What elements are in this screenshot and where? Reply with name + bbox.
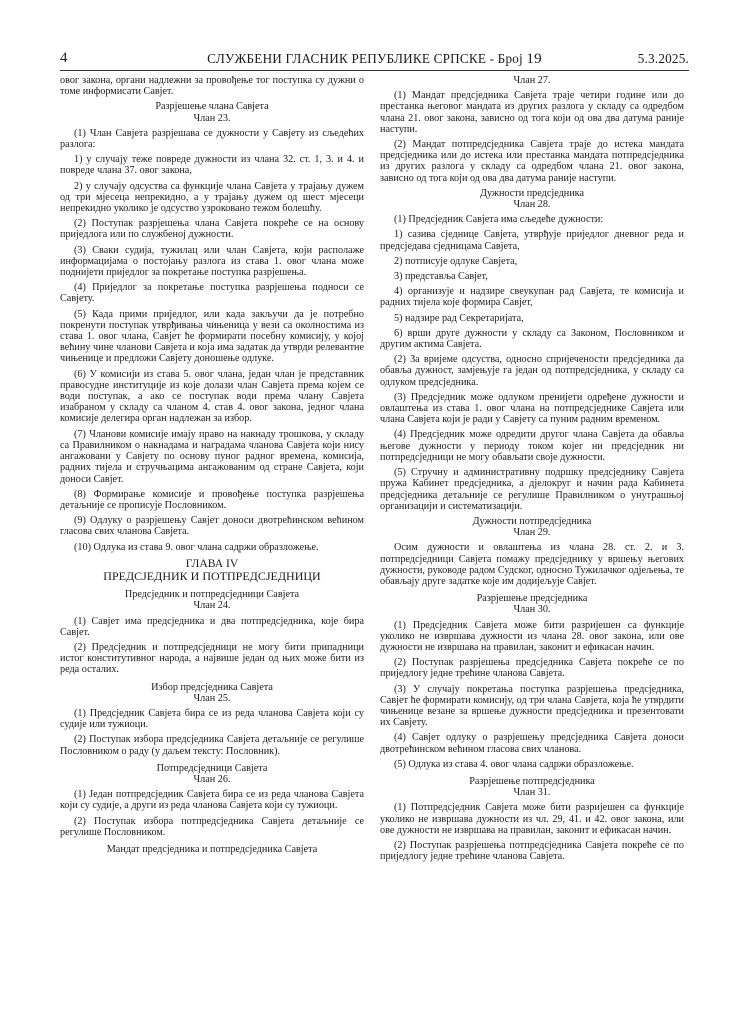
paragraph: (1) Мандат предсједника Савјета траје четири године или до престанка његовог мандата из других разлога у складу са одредбом члана 21. овог закона, зависно од тога који од ова два датума раније наступи.	[380, 90, 684, 135]
paragraph: (4) Предсједник може одредити другог члана Савјета да обавља његове дужности у периоду током којег ни предсједник ни потпредсједници не могу обављати своје дужности.	[380, 429, 684, 463]
paragraph: (5) Стручну и административну подршку предсједнику Савјета пружа Кабинет предсједника, а дјелокруг и начин рада Кабинета предсједника детаљније се регулише Правилником о унутрашњој организацији и систематизацији.	[380, 467, 684, 512]
paragraph: (5) Када прими приједлог, или када закључи да је потребно покренути поступак утврђивања чињеница у вези са околностима из става 1. овог члана, Савјет ће формирати посебну комисију, у којој већину чине чланови Савјета и која има задатак да утврди релевантне чињенице и предложи Савјету доношење одлуке.	[60, 308, 364, 365]
article-number: Члан 29.	[513, 527, 551, 539]
chapter-number: ГЛАВА IV	[185, 556, 239, 570]
paragraph: 2) у случају одсуства са функције члана Савјета у трајању дужем од три мјесеца непрекидно, а у трајању дужем од шест мјесеци непрекидно уколико је одсуство узроковано тежом болешћу.	[60, 180, 364, 215]
article-heading: Мандат предсједника и потпредсједника Савјета	[106, 844, 318, 856]
paragraph: (4) Савјет одлуку о разрјешењу предсједника Савјета доноси двотрећинском већином гласова свих чланова.	[380, 732, 684, 755]
paragraph: (2) Поступак разрјешења члана Савјета покреће се на основу приједлога или по службеној дужности.	[60, 218, 364, 241]
article-heading: Разрјешење потпредсједника	[469, 775, 595, 787]
paragraph: (6) У комисији из става 5. овог члана, један члан је представник правосудне институције из које долази члан Савјета према којем се води поступак, а ако се поступак води према члану Савјета изабраном у складу са чланом 4. став 4. овог закона, једног члана комисије делегира орган надлежан за избор.	[60, 368, 364, 425]
issue-number: 19	[526, 51, 542, 67]
paragraph: (2) Поступак разрјешења потпредсједника Савјета покреће се по приједлогу једне трећине чланова Савјета.	[380, 839, 684, 863]
right-column	[380, 75, 684, 866]
paragraph: (2) Предсједник и потпредсједници не могу бити припадници истог конститутивног народа, а највише један од њих може бити из реда осталих.	[60, 642, 364, 676]
paragraph: 2) потписује одлуке Савјета,	[394, 255, 518, 267]
article-number: Члан 26.	[193, 774, 231, 786]
paragraph: (7) Чланови комисије имају право на накнаду трошкова, у складу са Правилником о накнадама и наградама чланова Савјета који нису ангажовани у Савјету по основу пуног радног времена, комисија, радних тијела и стручњацима ангажованим од стране Савјета, који доноси Савјет.	[60, 428, 364, 485]
paragraph: (3) Сваки судија, тужилац или члан Савјета, који располаже информацијама о постојању разлога из става 1. овог члана може поднијети приједлог за покретање поступка разрјешења.	[60, 244, 364, 279]
article-heading: Дужности потпредсједника	[472, 515, 592, 527]
paragraph: 1) сазива сједнице Савјета, утврђује приједлог дневног реда и предсједава сједницама Савјета,	[380, 229, 684, 252]
article-number: Члан 27.	[513, 75, 551, 86]
paragraph: (2) За вријеме одсуства, односно спријечености предсједника да обавља дужност, замјењује га један од потпредсједника, у складу са одлуком предсједника.	[380, 354, 684, 388]
article-heading: Разрјешење члана Савјета	[155, 101, 269, 113]
paragraph: (1) Савјет има предсједника и два потпредсједника, које бира Савјет.	[60, 615, 364, 638]
paragraph: (3) У случају покретања поступка разрјешења предсједника, Савјет ће формирати комисију, од три члана Савјета, која ће утврдити чињенице везане за вршење дужности предсједника и презентовати их Савјету.	[380, 683, 684, 729]
paragraph: Осим дужности и овлаштења из члана 28. ст. 2. и 3. потпредсједници Савјета помажу предсједнику у вршењу његових дужности, руководе радом Судског, односно Тужилачког одјељења, те обављају друге задатке које им додијељује Савјет.	[380, 542, 684, 587]
paragraph: (2) Поступак избора предсједника Савјета детаљније се регулише Пословником о раду (у даљем тексту: Пословник).	[60, 734, 364, 757]
article-heading: Разрјешење предсједника	[476, 593, 588, 605]
paragraph: (1) Члан Савјета разрјешава се дужности у Савјету из сљедећих разлога:	[60, 127, 364, 151]
publication-title	[60, 51, 689, 68]
article-heading: Избор предсједника Савјета	[151, 681, 273, 693]
paragraph: (2) Поступак избора потпредсједника Савјета детаљније се регулише Пословником.	[60, 815, 364, 838]
article-heading: Предсједник и потпредсједници Савјета	[124, 589, 300, 601]
article-number: Члан 23.	[193, 112, 231, 124]
article-number: Члан 28.	[513, 199, 551, 211]
paragraph: (1) Потпредсједник Савјета може бити разријешен са функције уколико не извршава дужности из чл. 29, 41. и 42. овог закона, или ове дужности не извршава на правилан, законит и ефикасан начин.	[380, 802, 684, 836]
article-heading: Дужности предсједника	[480, 187, 584, 199]
paragraph: (9) Одлуку о разрјешењу Савјет доноси двотрећинском већином гласова свих чланова Савјета.	[60, 515, 364, 538]
paragraph: (3) Предсједник може одлуком пренијети одређене дужности и овлаштења из става 1. овог члана на потпредсједнике Савјета или члана Савјета који је ради у Савјету са пуним радним временом.	[380, 391, 684, 426]
article-heading: Потпредсједници Савјета	[156, 762, 268, 774]
paragraph: (1) Предсједник Савјета бира се из реда чланова Савјета који су судије или тужиоци.	[60, 708, 364, 731]
article-number: Члан 30.	[513, 604, 551, 616]
paragraph: (1) Предсједник Савјета може бити разријешен са функције уколико не извршава дужности из члана 28. овог закона, или ове дужности не извршава на правилан, законит и ефикасан начин.	[380, 619, 684, 653]
text-columns	[60, 75, 689, 1020]
paragraph: (2) Поступак разрјешења предсједника Савјета покреће се по приједлогу једне трећине чланова Савјета.	[380, 657, 684, 680]
publication-name: СЛУЖБЕНИ ГЛАСНИК РЕПУБЛИКЕ СРПСКЕ - Број	[207, 51, 523, 66]
left-column	[60, 75, 364, 855]
article-number: Члан 24.	[193, 600, 231, 612]
issue-date: 5.3.2025.	[637, 51, 689, 66]
paragraph: овог закона, органи надлежни за провођење тог поступка су дужни о томе информисати Савјет.	[60, 75, 364, 98]
paragraph: 3) представља Савјет,	[394, 271, 488, 283]
paragraph: (1) Предсједник Савјета има сљедеће дужности:	[394, 214, 604, 226]
paragraph: (1) Један потпредсједник Савјета бира се из реда чланова Савјета који су судије, а други из реда чланова Савјета који су тужиоци.	[60, 789, 364, 812]
page-header	[60, 48, 689, 71]
paragraph: (4) Приједлог за покретање поступка разрјешења подноси се Савјету.	[60, 282, 364, 305]
paragraph: 6) врши друге дужности у складу са Законом, Пословником и другим актима Савјета.	[380, 327, 684, 351]
chapter-title: ПРЕДСЈЕДНИК И ПОТПРЕДСЈЕДНИЦИ	[103, 568, 321, 583]
article-number: Члан 31.	[513, 787, 551, 799]
paragraph: 1) у случају теже повреде дужности из члана 32. ст. 1, 3. и 4. и повреде члана 37. овог закона,	[60, 154, 364, 177]
paragraph: 4) организује и надзире свеукупан рад Савјета, те комисија и радних тијела које формира Савјет,	[380, 286, 684, 309]
paragraph: 5) надзире рад Секретаријата,	[394, 312, 524, 324]
article-number: Члан 25.	[193, 692, 231, 704]
paragraph: (5) Одлука из става 4. овог члана садржи образложење.	[394, 758, 634, 770]
page-number: 4	[60, 50, 68, 66]
paragraph: (2) Мандат потпредсједника Савјета траје до истека мандата предсједника или до истека или престанка мандата потпредсједника из других разлога у складу са одредбом члана 21. овог закона, зависно од тога који од ова два датума раније наступи.	[380, 139, 684, 184]
paragraph: (10) Одлука из става 9. овог члана садржи образложење.	[74, 541, 319, 553]
paragraph: (8) Формирање комисије и провођење поступка разрјешења детаљније се прописује Пословником.	[60, 488, 364, 511]
